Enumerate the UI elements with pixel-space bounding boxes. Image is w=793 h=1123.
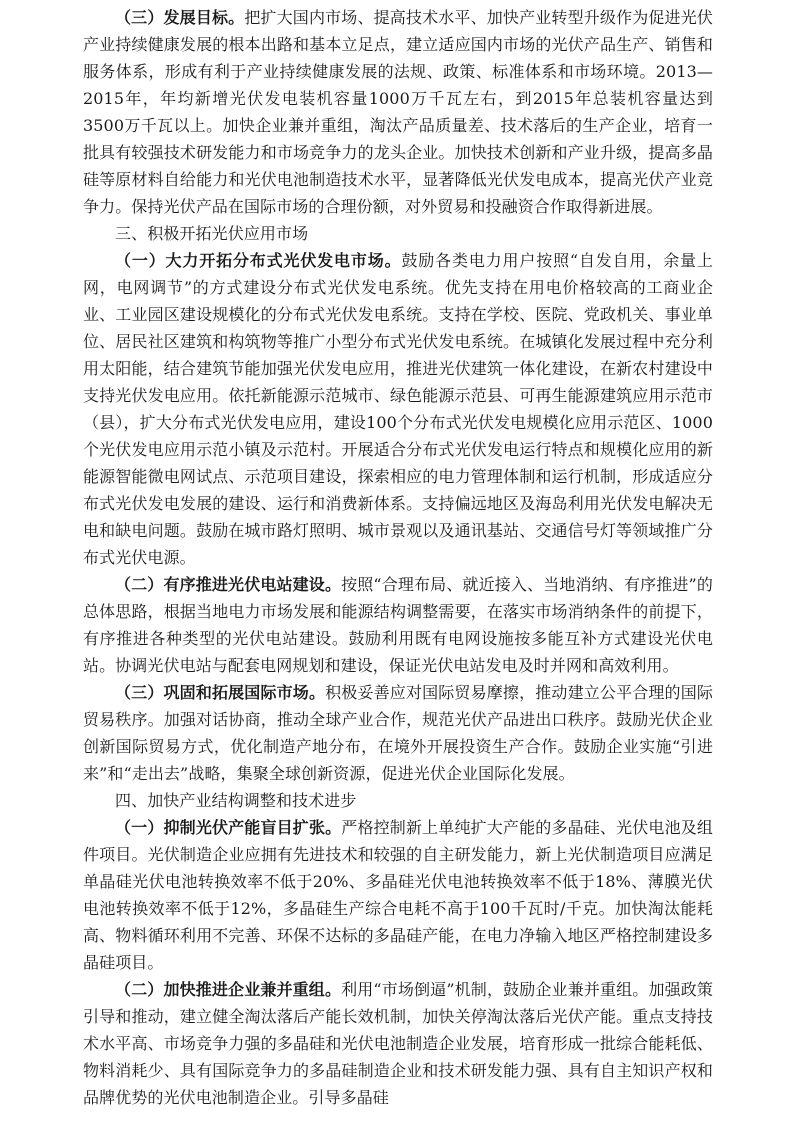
paragraph-lead: （一）抑制光伏产能盲目扩张。 — [115, 818, 342, 837]
paragraph-capacity-control — [83, 814, 713, 976]
paragraph-lead: （二）有序推进光伏电站建设。 — [115, 575, 342, 594]
paragraph-lead: （二）加快推进企业兼并重组。 — [115, 980, 342, 999]
paragraph-pv-stations — [83, 571, 713, 679]
paragraph-body: 把扩大国内市场、提高技术水平、加快产业转型升级作为促进光伏产业持续健康发展的根本出路和基本立足点，建立适应国内市场的光伏产品生产、销售和服务体系，形成有利于产业持续健康发展的法规、政策、标准体系和市场环境。2013—2015年，年均新增光伏发电装机容量1000万千瓦左右，到2015年总装机容量达到3500万千瓦以上。加快企业兼并重组，淘汰产品质量差、技术落后的生产企业，培育一批具有较强技术研发能力和市场竞争力的龙头企业。加快技术创新和产业升级，提高多晶硅等原材料自给能力和光伏电池制造技术水平，显著降低光伏发电成本，提高光伏产业竞争力。保持光伏产品在国际市场的合理份额，对外贸易和投融资合作取得新进展。 — [83, 8, 713, 216]
paragraph-body: 按照“合理布局、就近接入、当地消纳、有序推进”的总体思路，根据当地电力市场发展和能源结构调整需要，在落实市场消纳条件的前提下，有序推进各种类型的光伏电站建设。鼓励利用既有电网设施按多能互补方式建设光伏电站。协调光伏电站与配套电网规划和建设，保证光伏电站发电及时并网和高效利用。 — [83, 575, 713, 675]
paragraph-international-market — [83, 679, 713, 787]
paragraph-mergers — [83, 976, 713, 1111]
paragraph-lead: （三）发展目标。 — [115, 8, 245, 27]
paragraph-lead: （三）巩固和拓展国际市场。 — [115, 683, 326, 702]
section-heading-3: 三、积极开拓光伏应用市场 — [115, 224, 309, 243]
paragraph-body: 鼓励各类电力用户按照“自发自用，余量上网，电网调节”的方式建设分布式光伏发电系统。优先支持在用电价格较高的工商业企业、工业园区建设规模化的分布式光伏发电系统。支持在学校、医院、党政机关、事业单位、居民社区建筑和构筑物等推广小型分布式光伏发电系统。在城镇化发展过程中充分利用太阳能，结合建筑节能加强光伏发电应用，推进光伏建筑一体化建设，在新农村建设中支持光伏发电应用。依托新能源示范城市、绿色能源示范县、可再生能源建筑应用示范市（县），扩大分布式光伏发电应用，建设100个分布式光伏发电规模化应用示范区、1000个光伏发电应用示范小镇及示范村。开展适合分布式光伏发电运行特点和规模化应用的新能源智能微电网试点、示范项目建设，探索相应的电力管理体制和运行机制，形成适应分布式光伏发电发展的建设、运行和消费新体系。支持偏远地区及海岛利用光伏发电解决无电和缺电问题。鼓励在城市路灯照明、城市景观以及通讯基站、交通信号灯等领域推广分布式光伏电源。 — [83, 251, 713, 567]
document-page — [83, 4, 713, 1111]
section-heading-4: 四、加快产业结构调整和技术进步 — [115, 791, 357, 810]
paragraph-lead: （一）大力开拓分布式光伏发电市场。 — [115, 251, 402, 270]
paragraph-body: 严格控制新上单纯扩大产能的多晶硅、光伏电池及组件项目。光伏制造企业应拥有先进技术和较强的自主研发能力，新上光伏制造项目应满足单晶硅光伏电池转换效率不低于20%、多晶硅光伏电池转换效率不低于18%、薄膜光伏电池转换效率不低于12%，多晶硅生产综合电耗不高于100千瓦时/千克。加快淘汰能耗高、物料循环利用不完善、环保不达标的多晶硅产能，在电力净输入地区严格控制建设多晶硅项目。 — [83, 818, 713, 972]
paragraph-distributed-pv — [83, 247, 713, 571]
paragraph-body: 利用“市场倒逼”机制，鼓励企业兼并重组。加强政策引导和推动，建立健全淘汰落后产能长效机制，加快关停淘汰落后光伏产能。重点支持技术水平高、市场竞争力强的多晶硅和光伏电池制造企业发展，培育形成一批综合能耗低、物料消耗少、具有国际竞争力的多晶硅制造企业和技术研发能力强、具有自主知识产权和品牌优势的光伏电池制造企业。引导多晶硅 — [83, 980, 713, 1107]
paragraph-body: 积极妥善应对国际贸易摩擦，推动建立公平合理的国际贸易秩序。加强对话协商，推动全球产业合作，规范光伏产品进出口秩序。鼓励光伏企业创新国际贸易方式，优化制造产地分布，在境外开展投资生产合作。鼓励企业实施“引进来”和“走出去”战略，集聚全球创新资源，促进光伏企业国际化发展。 — [83, 683, 713, 783]
paragraph-development-goals — [83, 4, 713, 220]
